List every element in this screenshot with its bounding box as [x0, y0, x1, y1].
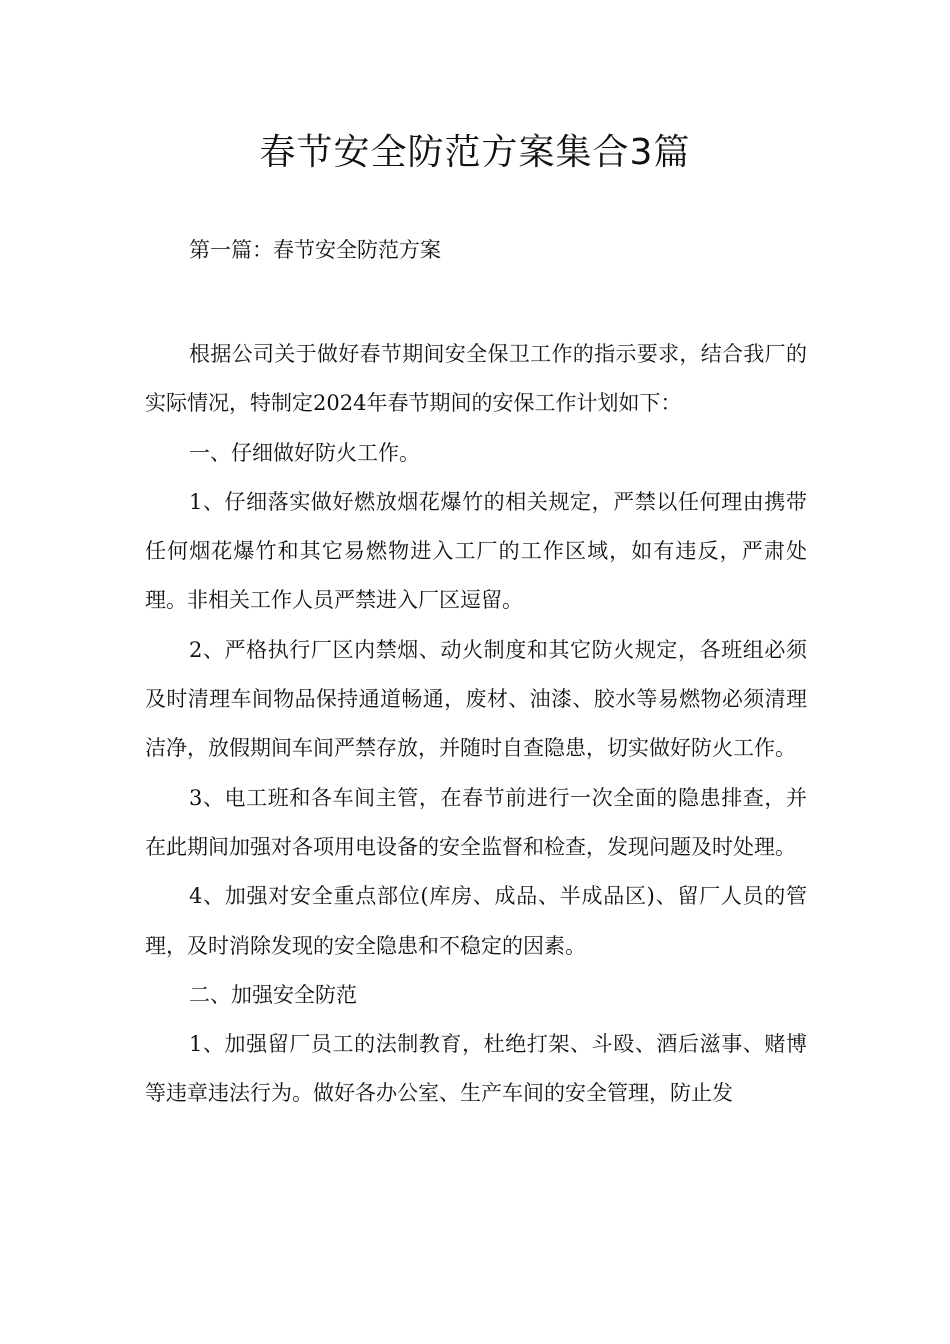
paragraph-item-4: 4、加强对安全重点部位(库房、成品、半成品区)、留厂人员的管理，及时消除发现的安全隐患和不稳定的因素。 — [145, 884, 807, 958]
paragraph-item-3: 3、电工班和各车间主管，在春节前进行一次全面的隐患排查，并在此期间加强对各项用电设备的安全监督和检查，发现问题及时处理。 — [145, 785, 807, 859]
paragraph-security-item-1: 1、加强留厂员工的法制教育，杜绝打架、斗殴、酒后滋事、赌博等违章违法行为。做好各办公室、生产车间的安全管理，防止发 — [145, 1032, 807, 1106]
paragraph-item-1: 1、仔细落实做好燃放烟花爆竹的相关规定，严禁以任何理由携带任何烟花爆竹和其它易燃物进入工厂的工作区域，如有违反，严肃处理。非相关工作人员严禁进入厂区逗留。 — [145, 489, 807, 613]
section-subtitle: 第一篇：春节安全防范方案 — [189, 238, 441, 262]
paragraph-intro: 根据公司关于做好春节期间安全保卫工作的指示要求，结合我厂的实际情况，特制定2024年春节期间的安保工作计划如下： — [145, 342, 807, 416]
heading-security: 二、加强安全防范 — [189, 982, 357, 1007]
paragraph-item-2: 2、严格执行厂区内禁烟、动火制度和其它防火规定，各班组必须及时清理车间物品保持通道畅通，废材、油漆、胶水等易燃物必须清理洁净，放假期间车间严禁存放，并随时自查隐患，切实做好防火工作。 — [145, 637, 807, 761]
heading-fire-prevention: 一、仔细做好防火工作。 — [189, 440, 420, 465]
document-body — [145, 330, 807, 1119]
document-title: 春节安全防范方案集合3篇 — [259, 132, 691, 173]
